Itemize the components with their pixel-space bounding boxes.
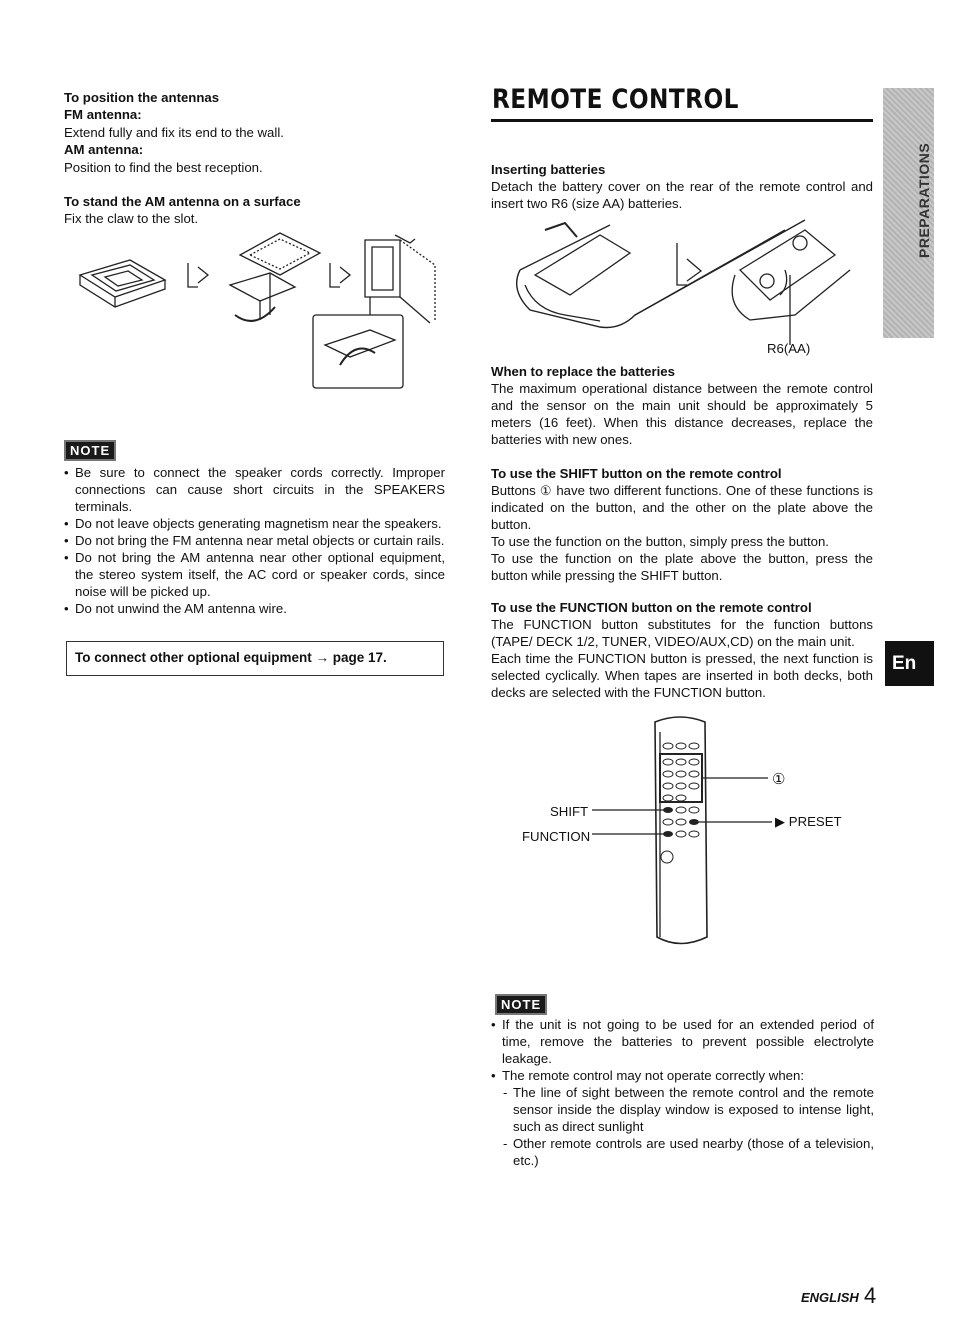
- note-item: • Do not bring the AM antenna near other optional equipment, the stereo system itself, the AC cord or speaker cords, since noise will be picked up.: [64, 549, 445, 600]
- note-item: • Do not leave objects generating magnetism near the speakers.: [64, 515, 445, 532]
- note-item: • If the unit is not going to be used for an extended period of time, remove the batteries to prevent possible electrolyte leakage.: [491, 1016, 874, 1067]
- language-tab: En: [885, 641, 934, 686]
- inserting-batteries-heading: Inserting batteries: [491, 162, 606, 177]
- subnote-item: - The line of sight between the remote control and the remote sensor inside the display window is exposed to intense light, such as direct sunlight: [502, 1084, 874, 1135]
- replace-batteries-text: The maximum operational distance between the remote control and the sensor on the main unit should be approximately 5 meters (16 feet). When this distance decreases, replace the batteries with new ones.: [491, 381, 873, 447]
- inserting-batteries-text: Detach the battery cover on the rear of the remote control and insert two R6 (size AA) batteries.: [491, 179, 873, 211]
- fm-antenna-heading: FM antenna:: [64, 107, 142, 122]
- fm-antenna-text: Extend fully and fix its end to the wall.: [64, 125, 284, 140]
- function-button-text: The FUNCTION button substitutes for the function buttons (TAPE/ DECK 1/2, TUNER, VIDEO/AUX,CD) on the main unit. Each time the FUNCTION button is pressed, the next function is selected cyclically. When tapes are inserted in both decks, both decks are selected with the FUNCTION button.: [491, 617, 873, 700]
- remote-label-circle1: ①: [772, 771, 786, 788]
- am-antenna-heading: AM antenna:: [64, 142, 144, 157]
- note-item: • Do not bring the FM antenna near metal objects or curtain rails.: [64, 532, 445, 549]
- shift-button-heading: To use the SHIFT button on the remote control: [491, 466, 782, 481]
- subnotes-list: [491, 1084, 874, 1169]
- right-notes-list: [491, 1016, 874, 1169]
- stand-am-antenna-text: Fix the claw to the slot.: [64, 211, 199, 226]
- am-antenna-illustration: [70, 225, 450, 395]
- connect-equipment-box: [66, 641, 444, 676]
- remote-label-preset: ▶ PRESET: [775, 814, 842, 829]
- connect-equipment-text: To connect other optional equipment → page 17.: [75, 650, 387, 665]
- note-item: • Be sure to connect the speaker cords correctly. Improper connections can cause short circuits in the SPEAKERS terminals.: [64, 464, 445, 515]
- page-number: 4: [864, 1283, 877, 1308]
- battery-size-label: R6(AA): [767, 341, 811, 356]
- replace-batteries-heading: When to replace the batteries: [491, 364, 675, 379]
- title-rule: [491, 119, 873, 122]
- section-tab-label: PREPARATIONS: [916, 142, 932, 258]
- footer-language: ENGLISH: [801, 1290, 859, 1305]
- section-tab: [883, 88, 934, 338]
- note-item: • The remote control may not operate correctly when:: [491, 1067, 874, 1084]
- note-item: • Do not unwind the AM antenna wire.: [64, 600, 445, 617]
- page-title: REMOTE CONTROL: [492, 84, 739, 115]
- am-antenna-text: Position to find the best reception.: [64, 160, 263, 175]
- subnote-item: - Other remote controls are used nearby (those of a television, etc.): [502, 1135, 874, 1169]
- function-button-heading: To use the FUNCTION button on the remote control: [491, 600, 812, 615]
- position-antennas-heading: To position the antennas: [64, 90, 220, 105]
- remote-label-function: FUNCTION: [522, 829, 591, 844]
- shift-button-text: Buttons ① have two different functions. One of these functions is indicated on the button, and the other on the plate above the button. To use the function on the button, simply press the button. To use the function on the plate above the button, press the button while pressing the SHIFT button.: [491, 483, 873, 583]
- note-badge-left: NOTE: [64, 442, 116, 460]
- left-notes-list: [64, 464, 445, 617]
- note-badge-right: NOTE: [495, 996, 547, 1014]
- battery-illustration: [505, 215, 865, 355]
- remote-label-shift: SHIFT: [550, 804, 589, 819]
- stand-am-antenna-heading: To stand the AM antenna on a surface: [64, 194, 301, 209]
